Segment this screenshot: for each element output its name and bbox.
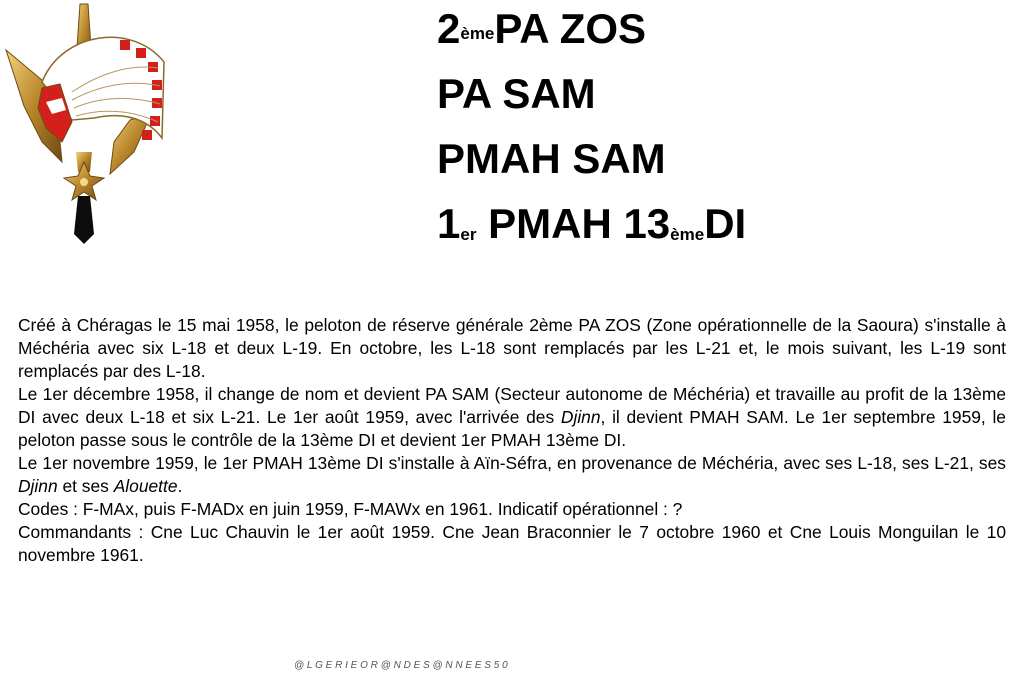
- text-run: , il devient PMAH SAM. Le 1er septembre 1959, le peloton passe sous le contrôle de la 13ème DI et devient 1er PMAH 13ème DI.: [18, 407, 1006, 450]
- title-number: 2: [437, 5, 461, 52]
- title-superscript: ème: [670, 225, 705, 244]
- text-run: et ses: [57, 476, 114, 496]
- title-pmah-sam: PMAH SAM: [437, 135, 666, 182]
- title-superscript: er: [460, 225, 477, 244]
- footer-credit: @ L G E R I E O R @ N D E S @ N N E E S 5 0: [294, 660, 508, 671]
- title-block: [437, 5, 747, 268]
- history-text: [18, 314, 1006, 567]
- title-2eme-pa-zos: [437, 5, 746, 52]
- aircraft-name: Alouette: [113, 476, 178, 496]
- paragraph-creation: Créé à Chéragas le 15 mai 1958, le peloton de réserve générale 2ème PA ZOS (Zone opérationnelle de la Saoura) s'installe à Méchéria avec six L-18 et deux L-19. En octobre, les L-18 sont remplacés par les L-21 et, le mois suivant, les L-19 sont remplacés par des L-18.: [18, 315, 1006, 381]
- aircraft-name: Djinn: [18, 476, 58, 496]
- title-1er-pmah-13eme-di: [437, 200, 747, 247]
- title-pa-sam: PA SAM: [437, 70, 596, 117]
- aircraft-name: Djinn: [560, 407, 601, 427]
- paragraph-relocation: [18, 452, 1006, 498]
- paratrooper-indian-chief-insignia-icon: [2, 2, 170, 246]
- text-run: Le 1er novembre 1959, le 1er PMAH 13ème DI s'installe à Aïn-Séfra, en provenance de Méchéria, avec ses L-18, ses L-21, ses: [18, 453, 1006, 473]
- text-run: Le 1er décembre 1958, il change de nom et devient PA SAM (Secteur autonome de Méchéria) et travaille au profit de la 13ème DI avec deux L-18 et six L-21. Le 1er août 1959, avec l'arrivée des: [18, 384, 1006, 427]
- paragraph-commanders: Commandants : Cne Luc Chauvin le 1er août 1959. Cne Jean Braconnier le 7 octobre 1960 et Cne Louis Monguilan le 10 novembre 1961.: [18, 522, 1006, 565]
- title-number: 1: [437, 200, 461, 247]
- insignia-image: [2, 2, 170, 246]
- text-run: .: [177, 476, 183, 496]
- title-text: PMAH 13: [476, 200, 671, 247]
- title-superscript: ème: [460, 24, 495, 43]
- paragraph-codes: Codes : F-MAx, puis F-MADx en juin 1959, F-MAWx en 1961. Indicatif opérationnel : ?: [18, 499, 683, 519]
- title-text: DI: [704, 200, 747, 247]
- title-text: PA ZOS: [494, 5, 647, 52]
- paragraph-rename: [18, 383, 1006, 452]
